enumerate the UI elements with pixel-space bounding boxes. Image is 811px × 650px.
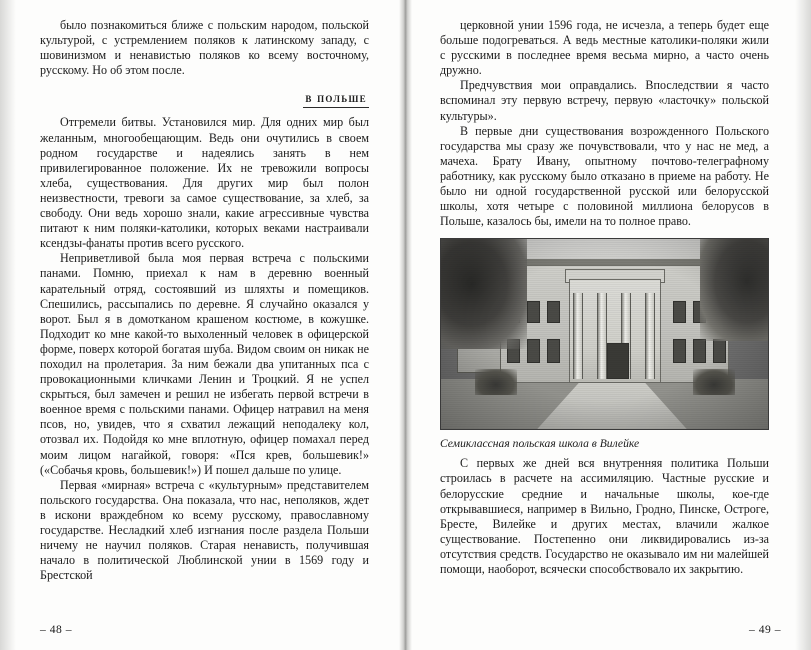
paragraph: Отгремели битвы. Установился мир. Для одних мир был желанным, многообещающим. Ведь они очутились в своем родном государстве и надеялись занять в нем привилегированное положение. Их не тревожили вопросы хлеба, существования. Для других мир был полон неизвестности, тревоги за самое существование, за хлеб, за свободу. Они ведь хорошо знали, какие агрессивные чувства питают к ним поляки-католики, которых веками настраивали ксендзы-фанаты против всего русского. — [40, 115, 369, 251]
section-heading-text: в польше — [303, 91, 369, 108]
paragraph: С первых же дней вся внутренняя политика Польши строилась в расчете на ассимиляцию. Частные русские и белорусские средние и начальные школы, кое-где открывавшиеся, например в Вильно, Гродно, Пинске, Остроге, Бресте, Вилейке и других местах, влачили жалкое существование. Постепенно они ликвидировались из-за отсутствия средств. Государство не оказывало им ни малейшей помощи, наоборот, всячески способствовало их закрытию. — [440, 456, 769, 576]
page-number-right: – 49 – — [749, 623, 781, 636]
left-page — [0, 0, 399, 650]
paragraph: Первая «мирная» встреча с «культурным» представителем польского государства. Она показала, что нас, неполяков, ждет в искони враждебном ко всему русскому, православному государстве. Несладкий хлеб изгнания после раздела Польши ничему не научил поляков. Старая ненависть, получившая начало в политической Люблинской унии в 1569 году и Брестской — [40, 477, 369, 583]
left-page-text-column — [40, 18, 369, 603]
page-number-left: – 48 – — [40, 623, 72, 636]
figure-school-photo — [440, 238, 769, 451]
right-page-text-column — [440, 18, 769, 603]
figure-caption: Семиклассная польская школа в Вилейке — [440, 437, 640, 451]
paragraph-continued: было познакомиться ближе с польским народом, польской культурой, с устремлением поляков к латинскому западу, с шовинизмом и ненавистью поляков ко всему восточному, русскому. Но об этом после. — [40, 18, 369, 78]
photo-polish-school-vileyka — [440, 238, 769, 430]
paragraph: Предчувствия мои оправдались. Впоследствии я часто вспоминал эту первую встречу, первую «ласточку» польской культуры». — [440, 78, 769, 123]
paragraph-continued: церковной унии 1596 года, не исчезла, а теперь будет еще больше подогреваться. А ведь местные католики-поляки жили с русскими в последнее время весьма мирно, а часто очень дружно. — [440, 18, 769, 78]
book-gutter-shadow — [399, 0, 412, 650]
section-heading — [40, 91, 369, 108]
right-page — [412, 0, 811, 650]
paragraph: В первые дни существования возрожденного Польского государства мы сразу же почувствовали, что у нас не мед, а мачеха. Брату Ивану, опытному почтово-телеграфному работнику, как русскому было отказано в приеме на работу. Не было ни одной государственной русской или белорусской школы, хотя четыре с половиной миллиона белорусов в Польше, казалось бы, имели на то полное право. — [440, 123, 769, 229]
paragraph: Неприветливой была моя первая встреча с польскими панами. Помню, приехал к нам в деревню военный карательный отряд, состоявший из шляхты и помещиков. Спешились, рассыпались по деревне. Я случайно оказался у ворот. Был я в домотканом крашеном костюме, в кожушке. Подходит ко мне какой-то выхоленный человек в офицерской форме, поверх которой богатая шуба. Видом своим он никак не походил на пролетария. За ним бежали два упитанных пса с провокационными кличками Ленин и Троцкий. Я не успел скрыться, был замечен и решил не избегать первой встречи в военное время с польскими панами. Офицер натравил на меня псов, но, увидев, что я схватил лежащий неподалеку кол, отозвал их. Подойдя ко мне вплотную, офицер помахал перед моим лицом нагайкой, говоря: «Пся крев, большевик!» («Собачья кровь, большевик!») И пошел дальше по улице. — [40, 251, 369, 477]
photo-vignette — [441, 239, 768, 429]
